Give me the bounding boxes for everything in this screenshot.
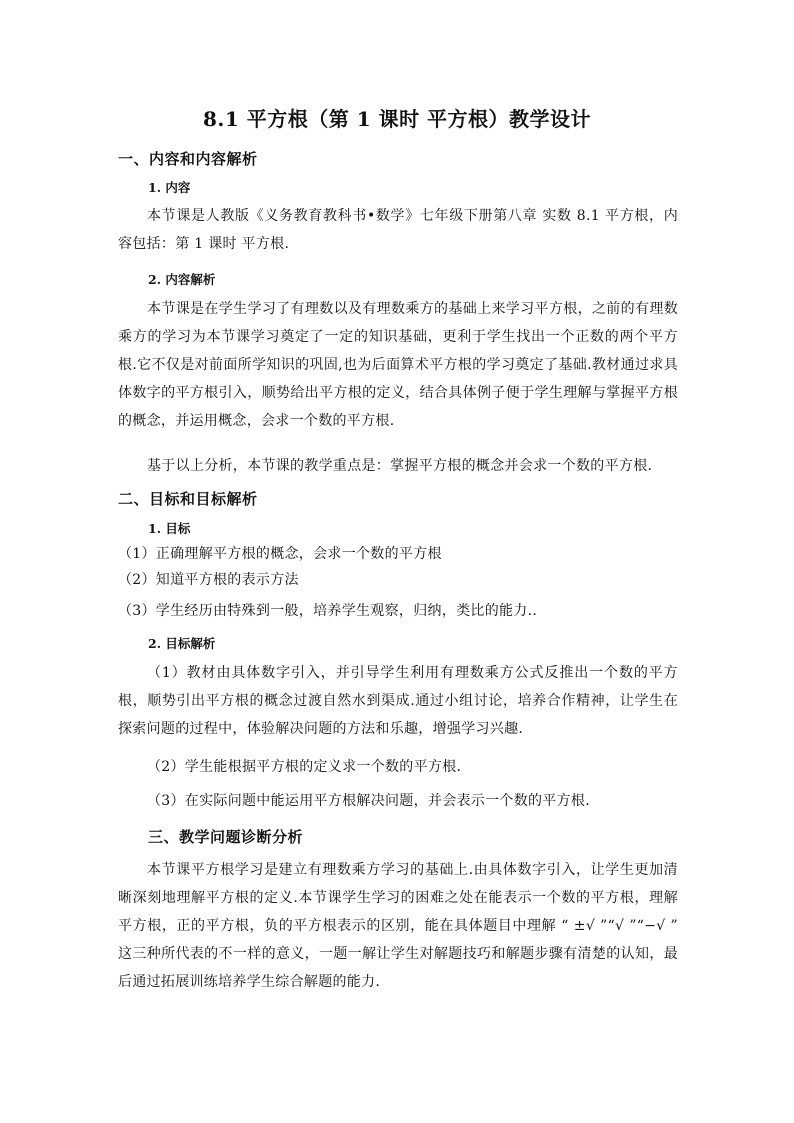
list-item-goal-2: （2）知道平方根的表示方法 (118, 572, 299, 588)
subheading-content: 1. 内容 (148, 180, 191, 195)
paragraph-content: 本节课是人教版《义务教育教科书•数学》七年级下册第八章 实数 8.1 平方根，内容包括：第 1 课时 平方根. (118, 208, 678, 252)
section-heading-content: 一、内容和内容解析 (118, 150, 258, 168)
section-heading-goals: 二、目标和目标解析 (118, 490, 258, 508)
subheading-goals-analysis: 2. 目标解析 (148, 636, 216, 651)
paragraph-key-points: 基于以上分析，本节课的教学重点是：掌握平方根的概念并会求一个数的平方根. (147, 458, 653, 474)
paragraph-goals-analysis-3: （3）在实际问题中能运用平方根解决问题，并会表示一个数的平方根. (147, 793, 590, 809)
paragraph-diagnosis: 本节课平方根学习是建立有理数乘方学习的基础上.由具体数字引入，让学生更加清晰深刻地理解平方根的定义.本节课学生学习的困难之处在能表示一个数的平方根，理解平方根，正的平方根，负的平方根表示的区别，能在具体题目中理解 “ ±√ ”“√ ”“−√ ” 这三种所代表的不一样的意义，一题一解让学生对解题技巧和解题步骤有清楚的认知，最后通过拓展训练培养学生综合解题的能力. (118, 862, 678, 990)
subheading-goals: 1. 目标 (148, 521, 191, 536)
subheading-content-analysis: 2. 内容解析 (148, 272, 216, 287)
list-item-goal-3: （3）学生经历由特殊到一般，培养学生观察，归纳，类比的能力.. (118, 603, 538, 619)
list-item-goal-1: （1）正确理解平方根的概念，会求一个数的平方根 (118, 546, 442, 562)
section-heading-diagnosis: 三、教学问题诊断分析 (148, 828, 304, 846)
paragraph-goals-analysis-1: （1）教材由具体数字引入，并引导学生利用有理数乘方公式反推出一个数的平方根，顺势引出平方根的概念过渡自然水到渠成.通过小组讨论，培养合作精神，让学生在探索问题的过程中，体验解决问题的方法和乐趣，增强学习兴趣. (118, 665, 678, 737)
paragraph-goals-analysis-2: （2）学生能根据平方根的定义求一个数的平方根. (147, 759, 462, 775)
paragraph-content-analysis: 本节课是在学生学习了有理数以及有理数乘方的基础上来学习平方根，之前的有理数乘方的学习为本节课学习奠定了一定的知识基础，更利于学生找出一个正数的两个平方根.它不仅是对前面所学知识的巩固,也为后面算术平方根的学习奠定了基础.教材通过求具体数字的平方根引入，顺势给出平方根的定义，结合具体例子便于学生理解与掌握平方根的概念，并运用概念，会求一个数的平方根. (118, 301, 678, 429)
page-title: 8.1 平方根（第 1 课时 平方根）教学设计 (202, 107, 592, 131)
